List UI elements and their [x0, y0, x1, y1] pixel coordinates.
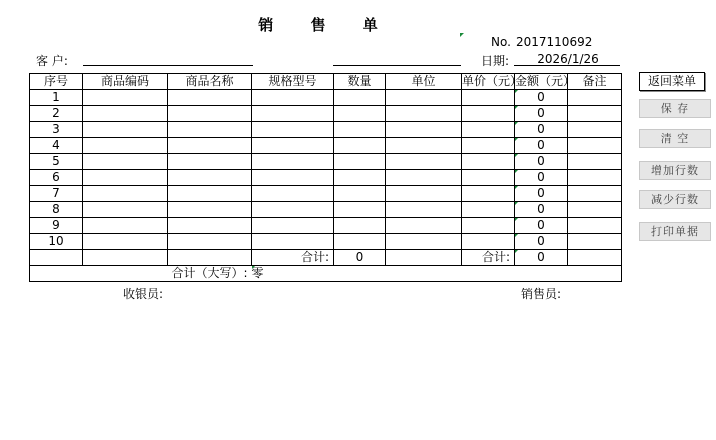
total-qty-label: 合计:	[252, 250, 334, 266]
column-header: 备注	[568, 74, 622, 90]
table-cell[interactable]	[568, 170, 622, 186]
uppercase-total-value: 零	[252, 266, 622, 282]
table-cell[interactable]	[83, 106, 168, 122]
uppercase-total-label: 合计（大写）:	[30, 266, 252, 282]
table-cell[interactable]	[30, 250, 83, 266]
table-cell[interactable]	[83, 138, 168, 154]
total-amount-value: 0	[515, 250, 568, 266]
table-cell[interactable]	[83, 218, 168, 234]
table-cell[interactable]	[386, 138, 462, 154]
row-number: 10	[30, 234, 83, 250]
table-row	[30, 122, 622, 138]
table-row	[30, 186, 622, 202]
table-cell[interactable]	[168, 90, 252, 106]
column-header: 单位	[386, 74, 462, 90]
table-cell[interactable]	[168, 250, 252, 266]
uppercase-total-row	[30, 266, 622, 282]
row-number: 3	[30, 122, 83, 138]
table-cell[interactable]	[334, 90, 386, 106]
table-cell[interactable]	[334, 186, 386, 202]
cashier-label: 收银员:	[123, 287, 164, 301]
page-title: 销 售 单	[258, 16, 394, 34]
customer-extra-field[interactable]	[333, 65, 461, 66]
table-cell[interactable]	[334, 154, 386, 170]
table-cell[interactable]	[386, 250, 462, 266]
table-cell[interactable]	[462, 154, 515, 170]
table-cell[interactable]	[83, 250, 168, 266]
row-amount: 0	[515, 218, 568, 234]
salesperson-label: 销售员:	[521, 287, 562, 301]
table-row	[30, 170, 622, 186]
column-header: 金额（元）	[515, 74, 576, 88]
row-amount: 0	[515, 106, 568, 122]
table-header-row	[30, 74, 622, 90]
number-value[interactable]: 2017110692	[516, 35, 593, 49]
table-cell[interactable]	[252, 170, 334, 186]
table-cell[interactable]	[568, 250, 622, 266]
table-cell[interactable]	[252, 154, 334, 170]
table-cell[interactable]	[386, 202, 462, 218]
table-row	[30, 106, 622, 122]
table-cell[interactable]	[568, 106, 622, 122]
table-cell[interactable]	[386, 218, 462, 234]
total-amount-label: 合计:	[462, 250, 515, 266]
column-header: 单价（元）	[462, 74, 523, 88]
row-number: 8	[30, 202, 83, 218]
column-header: 商品编码	[83, 74, 168, 90]
totals-row	[30, 250, 622, 266]
table-cell[interactable]	[334, 122, 386, 138]
table-cell[interactable]	[168, 122, 252, 138]
remove-row-button[interactable]: 减少行数	[639, 190, 711, 209]
cell-marker	[460, 33, 464, 37]
column-header: 序号	[30, 74, 83, 90]
table-cell[interactable]	[334, 234, 386, 250]
table-row	[30, 234, 622, 250]
table-cell[interactable]	[83, 154, 168, 170]
table-cell[interactable]	[168, 234, 252, 250]
total-qty-value: 0	[334, 250, 386, 266]
row-number: 7	[30, 186, 83, 202]
row-amount: 0	[515, 90, 568, 106]
row-amount: 0	[515, 186, 568, 202]
customer-label: 客 户:	[36, 54, 68, 68]
table-cell[interactable]	[334, 218, 386, 234]
print-button[interactable]: 打印单据	[639, 222, 711, 241]
table-cell[interactable]	[83, 186, 168, 202]
table-cell[interactable]	[568, 154, 622, 170]
column-header: 商品名称	[168, 74, 252, 90]
table-row	[30, 154, 622, 170]
number-label: No.	[491, 35, 511, 49]
table-cell[interactable]	[462, 202, 515, 218]
table-cell[interactable]	[386, 154, 462, 170]
table-cell[interactable]	[462, 138, 515, 154]
row-number: 4	[30, 138, 83, 154]
sales-table	[29, 73, 622, 282]
table-cell[interactable]	[252, 122, 334, 138]
table-cell[interactable]	[252, 202, 334, 218]
table-cell[interactable]	[568, 122, 622, 138]
table-cell[interactable]	[568, 90, 622, 106]
back-to-menu-button[interactable]: 返回菜单	[639, 72, 705, 91]
table-cell[interactable]	[168, 138, 252, 154]
row-amount: 0	[515, 138, 568, 154]
table-cell[interactable]	[386, 186, 462, 202]
table-cell[interactable]	[568, 202, 622, 218]
table-cell[interactable]	[168, 106, 252, 122]
table-cell[interactable]	[252, 186, 334, 202]
table-cell[interactable]	[83, 170, 168, 186]
table-cell[interactable]	[386, 122, 462, 138]
table-cell[interactable]	[168, 154, 252, 170]
table-cell[interactable]	[568, 186, 622, 202]
row-number: 6	[30, 170, 83, 186]
save-button[interactable]: 保 存	[639, 99, 711, 118]
table-cell[interactable]	[568, 138, 622, 154]
row-number: 1	[30, 90, 83, 106]
table-cell[interactable]	[83, 90, 168, 106]
table-cell[interactable]	[83, 202, 168, 218]
table-cell[interactable]	[568, 234, 622, 250]
table-row	[30, 138, 622, 154]
table-cell[interactable]	[168, 170, 252, 186]
clear-button[interactable]: 清 空	[639, 129, 711, 148]
table-cell[interactable]	[334, 138, 386, 154]
row-amount: 0	[515, 154, 568, 170]
row-amount: 0	[515, 122, 568, 138]
table-cell[interactable]	[334, 202, 386, 218]
table-cell[interactable]	[334, 106, 386, 122]
date-underline	[514, 65, 620, 66]
table-cell[interactable]	[386, 234, 462, 250]
table-cell[interactable]	[334, 170, 386, 186]
customer-field[interactable]	[83, 65, 253, 66]
table-cell[interactable]	[83, 234, 168, 250]
table-cell[interactable]	[252, 234, 334, 250]
table-cell[interactable]	[252, 90, 334, 106]
table-cell[interactable]	[83, 122, 168, 138]
table-cell[interactable]	[252, 138, 334, 154]
table-cell[interactable]	[462, 234, 515, 250]
table-cell[interactable]	[462, 170, 515, 186]
table-cell[interactable]	[386, 90, 462, 106]
column-header: 规格型号	[252, 74, 334, 90]
add-row-button[interactable]: 增加行数	[639, 161, 711, 180]
table-cell[interactable]	[386, 106, 462, 122]
table-cell[interactable]	[462, 218, 515, 234]
date-label: 日期:	[481, 54, 510, 68]
row-number: 5	[30, 154, 83, 170]
table-cell[interactable]	[568, 218, 622, 234]
table-cell[interactable]	[386, 170, 462, 186]
row-amount: 0	[515, 202, 568, 218]
table-row	[30, 202, 622, 218]
row-number: 9	[30, 218, 83, 234]
table-cell[interactable]	[462, 122, 515, 138]
row-amount: 0	[515, 234, 568, 250]
table-row	[30, 90, 622, 106]
table-cell[interactable]	[168, 202, 252, 218]
table-cell[interactable]	[252, 106, 334, 122]
table-cell[interactable]	[168, 218, 252, 234]
table-cell[interactable]	[168, 186, 252, 202]
table-cell[interactable]	[462, 106, 515, 122]
table-cell[interactable]	[252, 218, 334, 234]
table-cell[interactable]	[462, 186, 515, 202]
row-amount: 0	[515, 170, 568, 186]
date-value[interactable]: 2026/1/26	[537, 52, 599, 66]
column-header: 数量	[334, 74, 386, 90]
table-row	[30, 218, 622, 234]
table-cell[interactable]	[462, 90, 515, 106]
row-number: 2	[30, 106, 83, 122]
